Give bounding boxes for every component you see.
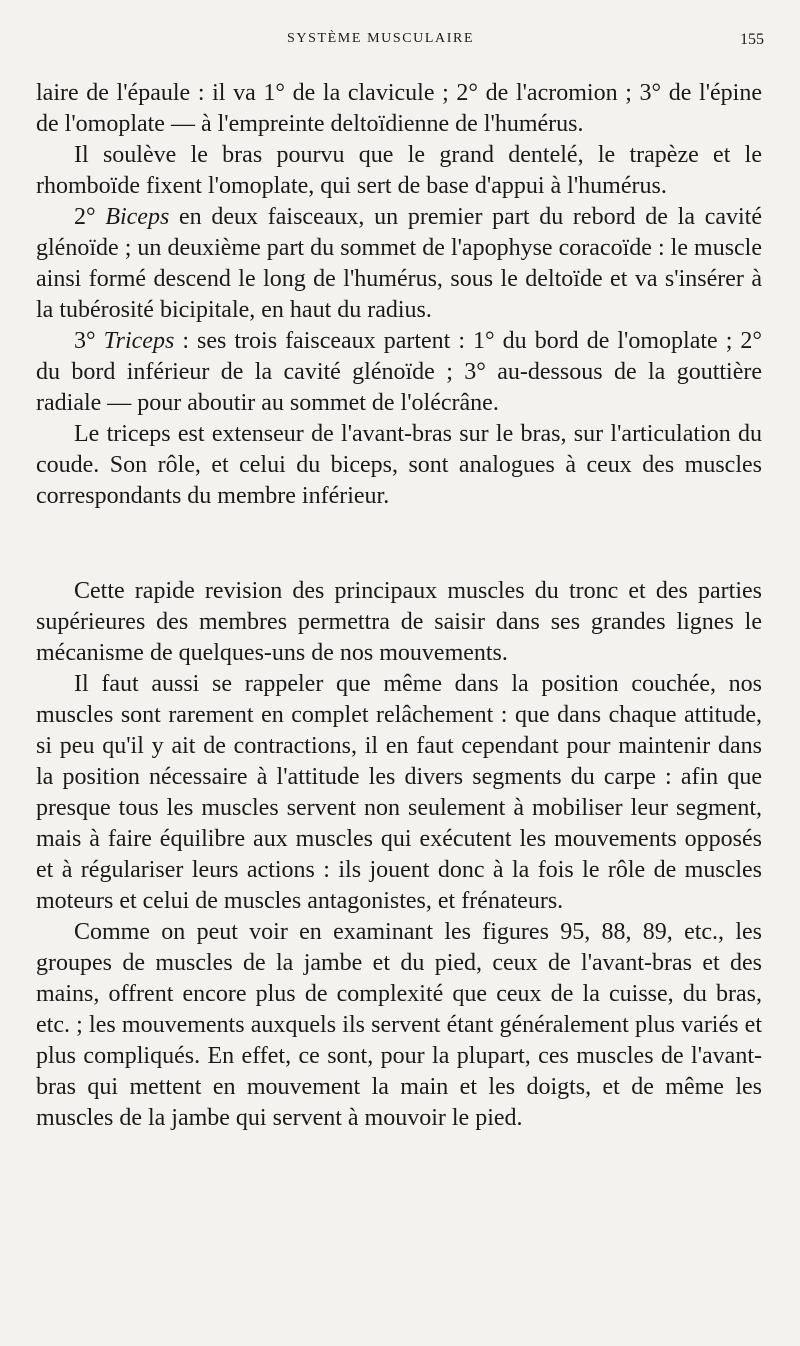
paragraph-triceps <box>36 326 762 419</box>
triceps-number: 3° <box>74 328 104 354</box>
page-body <box>36 78 762 1134</box>
biceps-description: en deux faisceaux, un premier part du rebord de la cavité glénoïde ; un deuxième part du sommet de l'apophyse coracoïde : le muscle ainsi formé descend le long de l'humérus, sous le deltoïde et va s'insérer à la tubérosité bicipitale, en haut du radius. <box>36 204 762 323</box>
biceps-term: Biceps <box>105 204 170 230</box>
paragraph-deltoid-action: Il soulève le bras pourvu que le grand dentelé, le trapèze et le rhomboïde fixent l'omoplate, qui sert de base d'appui à l'humérus. <box>36 142 762 199</box>
paragraph-triceps-role: Le triceps est extenseur de l'avant-bras sur le bras, sur l'articulation du coude. Son rôle, et celui du biceps, sont analogues à ceux des muscles correspondants du membre inférieur. <box>36 421 762 509</box>
paragraph-biceps <box>36 202 762 326</box>
page-number: 155 <box>740 31 764 48</box>
running-title: SYSTÈME MUSCULAIRE <box>287 31 475 46</box>
paragraph-deltoid-insertions: laire de l'épaule : il va 1° de la clavicule ; 2° de l'acromion ; 3° de l'épine de l'omoplate — à l'empreinte deltoïdienne de l'humérus. <box>36 80 762 137</box>
triceps-description: : ses trois faisceaux partent : 1° du bord de l'omoplate ; 2° du bord inférieur de la cavité glénoïde ; 3° au-dessous de la gouttière radiale — pour aboutir au sommet de l'olécrâne. <box>36 328 762 416</box>
paragraph-revision: Cette rapide revision des principaux muscles du tronc et des parties supérieures des membres permettra de saisir dans ses grandes lignes le mécanisme de quelques-uns de nos mouvements. <box>36 578 762 666</box>
paragraph-muscle-tone: Il faut aussi se rappeler que même dans la position couchée, nos muscles sont rarement en complet relâchement : que dans chaque attitude, si peu qu'il y ait de contractions, il en faut cependant pour maintenir dans la position nécessaire à l'attitude les divers segments du carpe : afin que presque tous les muscles servent non seulement à mobiliser leur segment, mais à faire équilibre aux muscles qui exécutent les mouvements opposés et à régulariser leurs actions : ils jouent donc à la fois le rôle de muscles moteurs et celui de muscles antagonistes, et frénateurs. <box>36 671 762 914</box>
triceps-term: Triceps <box>103 328 175 354</box>
paragraph-complexity: Comme on peut voir en examinant les figures 95, 88, 89, etc., les groupes de muscles de la jambe et du pied, ceux de l'avant-bras et des mains, offrent encore plus de complexité que ceux de la cuisse, du bras, etc. ; les mouvements auxquels ils servent étant généralement plus variés et plus compliqués. En effet, ce sont, pour la plupart, ces muscles de l'avant-bras qui mettent en mouvement la main et les doigts, et de même les muscles de la jambe qui servent à mouvoir le pied. <box>36 919 762 1131</box>
section-gap <box>36 512 762 576</box>
page-header <box>0 31 800 55</box>
biceps-number: 2° <box>74 204 106 230</box>
